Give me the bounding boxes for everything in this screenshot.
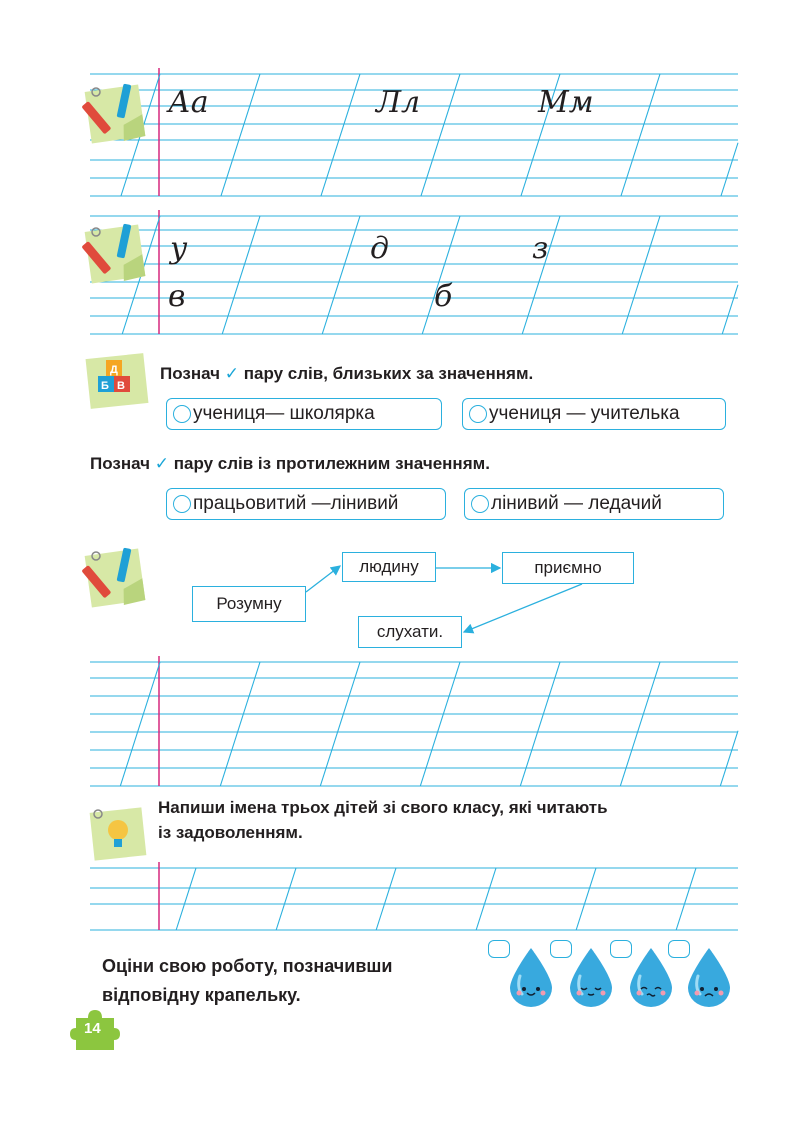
slant-line <box>676 868 696 930</box>
sad-drop-icon[interactable] <box>684 946 734 1008</box>
task2-prefix: Познач <box>90 454 150 473</box>
task3-title <box>158 796 748 845</box>
word-box-3[interactable]: приємно <box>502 552 634 584</box>
cursive-letter-v: в <box>168 279 186 314</box>
option-text: учениця — учителька <box>489 403 680 424</box>
task1-prefix: Познач <box>160 364 220 383</box>
task2-text: пару слів із протилежним значенням. <box>173 454 490 473</box>
option-text: лінивий — ледачий <box>491 493 662 514</box>
svg-text:В: В <box>117 380 125 392</box>
checkmark-icon: ✓ <box>154 454 169 473</box>
slant-line <box>576 868 596 930</box>
slant-line <box>176 868 196 930</box>
checkmark-icon: ✓ <box>224 364 239 383</box>
page-number: 14 <box>84 1020 101 1037</box>
cursive-letters-Ll: Лл <box>376 85 421 120</box>
cursive-letter-u: у <box>170 231 188 266</box>
assessment-line1: Оціни свою роботу, позначивши <box>102 956 393 976</box>
svg-text:Д: Д <box>110 364 118 376</box>
assessment-line2: відповідну крапельку. <box>102 984 301 1005</box>
option-text: учениця— школярка <box>193 403 375 424</box>
svg-text:Б: Б <box>101 380 109 392</box>
task3-line2: із задоволенням. <box>158 822 303 842</box>
option-text: працьовитий —лінивий <box>193 493 399 514</box>
cursive-letter-d: д <box>370 231 390 266</box>
slant-line <box>476 868 496 930</box>
lightbulb-icon <box>86 806 152 864</box>
word-box-2[interactable]: людину <box>342 552 436 582</box>
slant-line <box>276 868 296 930</box>
slant-line <box>720 731 738 786</box>
cursive-letters-Aa: Аа <box>168 85 209 120</box>
slant-line <box>376 868 396 930</box>
cursive-letters-Mm: Мм <box>538 85 594 120</box>
worried-drop-icon[interactable] <box>626 946 676 1008</box>
word-box-4[interactable]: слухати. <box>358 616 462 648</box>
happy-drop-icon[interactable] <box>506 946 556 1008</box>
self-assessment-text <box>102 952 474 1010</box>
task3-line1: Напиши імена трьох дітей зі свого класу, які читають <box>158 798 608 817</box>
task1-text: пару слів, близьких за значенням. <box>243 364 534 383</box>
word-box-1[interactable]: Розумну <box>192 586 306 622</box>
content-drop-icon[interactable] <box>566 946 616 1008</box>
cursive-letter-b: б <box>434 279 453 314</box>
cursive-letter-z: з <box>532 231 549 266</box>
